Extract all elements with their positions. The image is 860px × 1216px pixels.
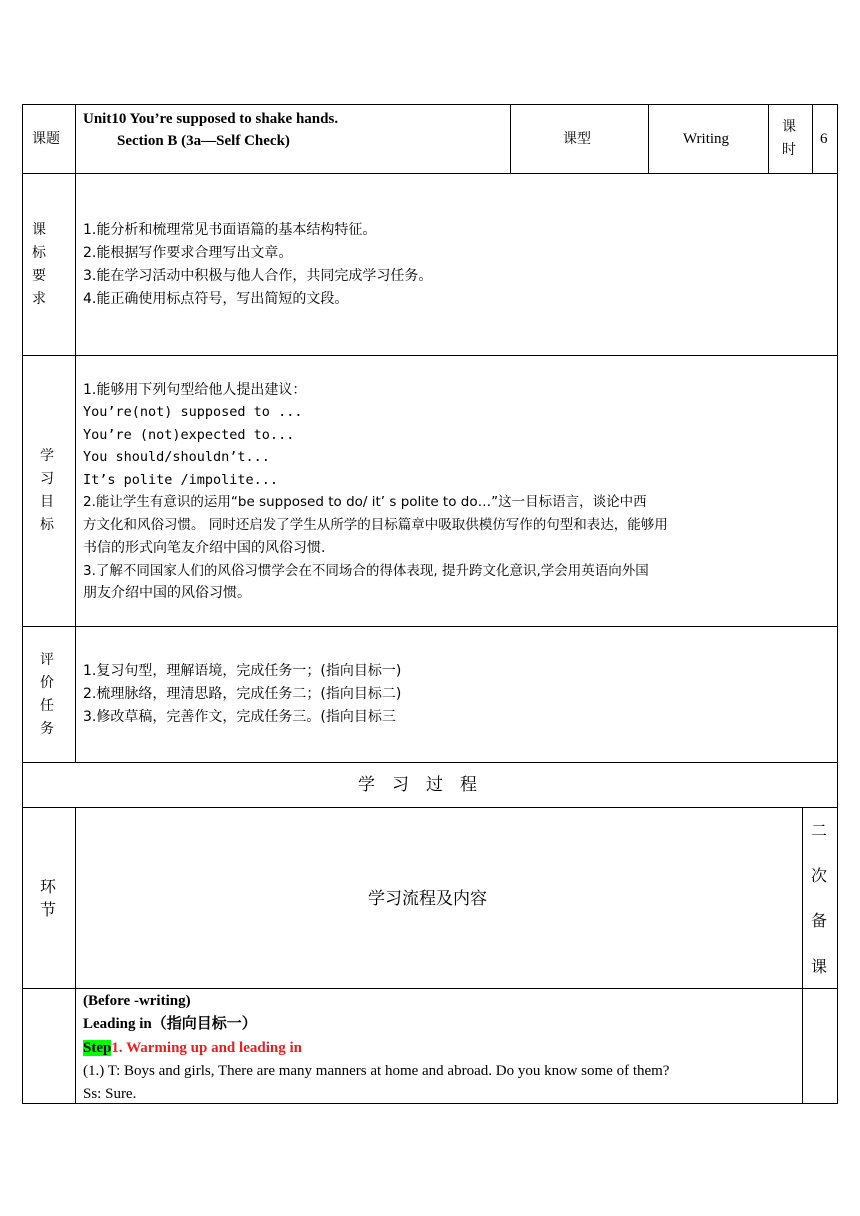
objectives-label: 目	[40, 494, 54, 510]
objectives-line: It’s polite /impolite...	[83, 472, 279, 488]
objectives-line: 2.能让学生有意识的运用“be supposed to do/ it’ s polite to do…”这一目标语言，谈论中西	[83, 494, 647, 510]
standards-label: 标	[32, 245, 46, 261]
period-label: 时	[782, 142, 796, 158]
second-prep-label: 备	[811, 911, 828, 930]
leading-in-heading: Leading in（指向目标一）	[83, 1016, 257, 1032]
objectives-label: 标	[40, 517, 54, 533]
period-label: 课	[782, 119, 796, 135]
step-title: 1. Warming up and leading in	[111, 1040, 302, 1056]
topic-label: 课题	[32, 131, 60, 147]
table-row-divider	[22, 807, 838, 808]
standards-item: 3.能在学习活动中积极与他人合作，共同完成学习任务。	[83, 268, 433, 284]
objectives-label: 习	[40, 471, 54, 487]
objectives-line: 书信的形式向笔友介绍中国的风俗习惯.	[83, 540, 326, 556]
step-highlight: Step	[83, 1040, 112, 1056]
assessment-label: 价	[40, 675, 54, 691]
column-divider	[802, 807, 803, 1103]
stage-label: 节	[40, 900, 57, 919]
table-border-right	[837, 104, 838, 1104]
standards-item: 2.能根据写作要求合理写出文章。	[83, 245, 293, 261]
standards-item: 4.能正确使用标点符号，写出简短的文段。	[83, 291, 349, 307]
objectives-line: 3.了解不同国家人们的风俗习惯学会在不同场合的得体表现, 提升跨文化意识,学会用英语向外国	[83, 563, 649, 579]
unit-title: Unit10 You’re supposed to shake hands.	[83, 111, 339, 127]
type-label: 课型	[563, 131, 591, 147]
column-divider	[75, 807, 76, 1103]
second-prep-label: 二	[811, 821, 828, 840]
section-title: Section B (3a—Self Check)	[117, 133, 290, 149]
standards-label: 课	[32, 222, 46, 238]
second-prep-label: 次	[811, 866, 828, 885]
column-divider	[648, 104, 649, 173]
objectives-line: 朋友介绍中国的风俗习惯。	[83, 585, 251, 601]
assessment-label: 务	[40, 721, 54, 737]
assessment-label: 任	[40, 698, 54, 714]
column-divider	[812, 104, 813, 173]
assessment-label: 评	[40, 652, 54, 668]
assessment-item: 3.修改草稿，完善作文，完成任务三。(指向目标三	[83, 709, 396, 725]
type-value: Writing	[683, 131, 730, 147]
column-divider	[768, 104, 769, 173]
objectives-label: 学	[40, 448, 54, 464]
standards-label: 要	[32, 268, 46, 284]
process-title: 学 习 过 程	[358, 775, 477, 795]
column-divider	[75, 104, 76, 762]
table-row-divider	[22, 355, 838, 356]
content-label: 学习流程及内容	[368, 889, 487, 909]
table-row-divider	[22, 762, 838, 763]
table-border-bottom	[22, 1103, 838, 1104]
step-heading	[83, 1040, 302, 1056]
assessment-item: 2.梳理脉络，理清思路，完成任务二；(指向目标二)	[83, 686, 402, 702]
standards-item: 1.能分析和梳理常见书面语篇的基本结构特征。	[83, 222, 377, 238]
column-divider	[510, 104, 511, 173]
before-writing-heading: (Before -writing)	[83, 993, 191, 1009]
stage-label: 环	[40, 877, 57, 896]
objectives-line: 方文化和风俗习惯。 同时还启发了学生从所学的目标篇章中吸取供模仿写作的句型和表达，能够用	[83, 517, 668, 533]
table-border-left	[22, 104, 23, 1104]
table-border-top	[22, 104, 838, 105]
period-value: 6	[820, 131, 828, 147]
dialog-line: (1.) T: Boys and girls, There are many manners at home and abroad. Do you know some of them?	[83, 1063, 670, 1079]
objectives-line: You’re(not) supposed to ...	[83, 404, 303, 420]
table-row-divider	[22, 626, 838, 627]
objectives-line: 1.能够用下列句型给他人提出建议：	[83, 382, 307, 398]
objectives-line: You’re (not)expected to...	[83, 427, 295, 443]
table-row-divider	[22, 988, 838, 989]
objectives-line: You should/shouldn’t...	[83, 449, 270, 465]
second-prep-label: 课	[811, 957, 828, 976]
assessment-item: 1.复习句型，理解语境，完成任务一；(指向目标一)	[83, 663, 402, 679]
table-row-divider	[22, 173, 838, 174]
dialog-line: Ss: Sure.	[83, 1086, 137, 1102]
standards-label: 求	[32, 291, 46, 307]
